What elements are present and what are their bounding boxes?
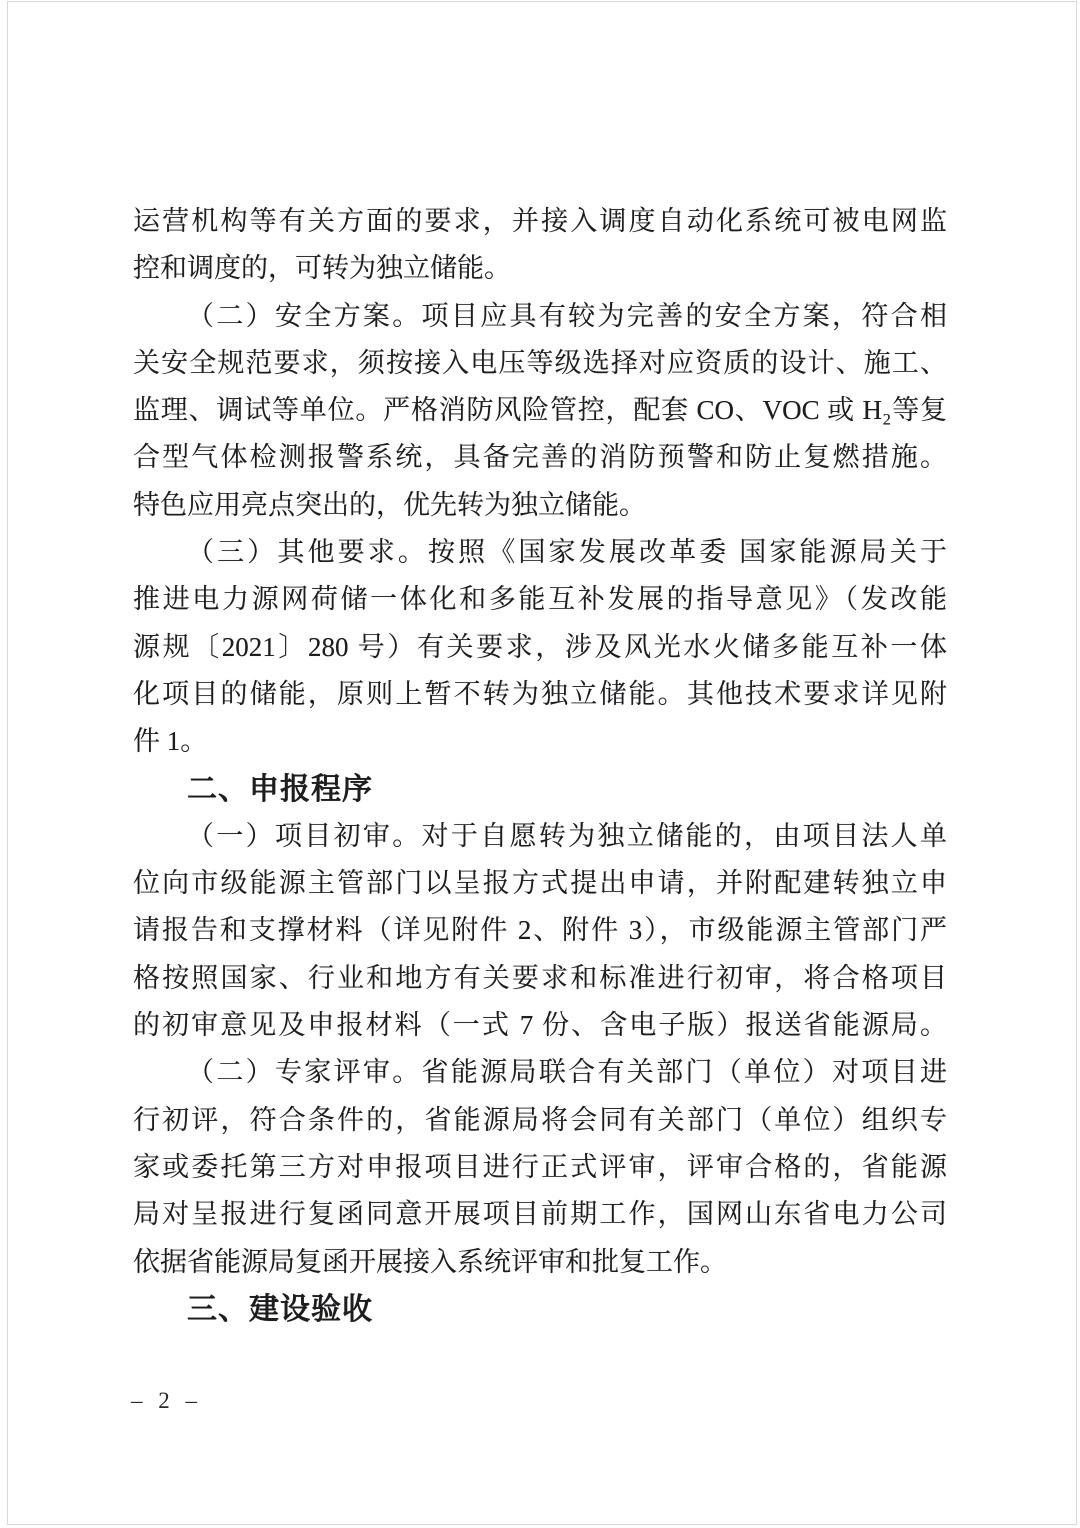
section-heading-construction-acceptance: 三、建设验收 bbox=[187, 1292, 373, 1326]
paragraph-line: 家或委托第三方对申报项目进行正式评审，评审合格的，省能源 bbox=[133, 1151, 947, 1182]
paragraph-line: 监理、调试等单位。严格消防风险管控，配套 CO、VOC 或 H₂等复 bbox=[133, 395, 947, 426]
paragraph-line: 件 1。 bbox=[133, 726, 208, 757]
paragraph-line: 行初评，符合条件的，省能源局将会同有关部门（单位）组织专 bbox=[133, 1104, 947, 1135]
paragraph-line: 合型气体检测报警系统，具备完善的消防预警和防止复燃措施。 bbox=[133, 442, 947, 473]
page-content bbox=[133, 198, 947, 1333]
page-number: – 2 – bbox=[131, 1388, 202, 1413]
paragraph-line: 特色应用亮点突出的，优先转为独立储能。 bbox=[133, 489, 646, 520]
paragraph-line: 运营机构等有关方面的要求，并接入调度自动化系统可被电网监 bbox=[133, 206, 947, 236]
paragraph-line: 位向市级能源主管部门以呈报方式提出申请，并附配建转独立申 bbox=[133, 868, 947, 899]
paragraph-line: 格按照国家、行业和地方有关要求和标准进行初审，将合格项目 bbox=[133, 962, 947, 993]
paragraph-line: 控和调度的，可转为独立储能。 bbox=[133, 253, 511, 284]
paragraph-line: （三）其他要求。按照《国家发展改革委 国家能源局关于 bbox=[187, 537, 947, 568]
paragraph-line: 的初审意见及申报材料（一式 7 份、含电子版）报送省能源局。 bbox=[133, 1010, 947, 1041]
section-heading-application-procedure: 二、申报程序 bbox=[187, 772, 373, 806]
paragraph-line: 依据省能源局复函开展接入系统评审和批复工作。 bbox=[133, 1246, 727, 1277]
paragraph-line: 源规〔2021〕280 号）有关要求，涉及风光水火储多能互补一体 bbox=[133, 631, 947, 662]
paragraph-line: （二）专家评审。省能源局联合有关部门（单位）对项目进 bbox=[187, 1057, 947, 1088]
paragraph-line: 关安全规范要求，须按接入电压等级选择对应资质的设计、施工、 bbox=[133, 347, 947, 378]
paragraph-line: （一）项目初审。对于自愿转为独立储能的，由项目法人单 bbox=[187, 820, 947, 851]
paragraph-line: 推进电力源网荷储一体化和多能互补发展的指导意见》（发改能 bbox=[133, 584, 947, 615]
paragraph-line: （二）安全方案。项目应具有较为完善的安全方案，符合相 bbox=[187, 300, 947, 331]
paragraph-line: 请报告和支撑材料（详见附件 2、附件 3），市级能源主管部门严 bbox=[133, 915, 947, 946]
paragraph-line: 局对呈报进行复函同意开展项目前期工作，国网山东省电力公司 bbox=[133, 1199, 947, 1230]
paragraph-line: 化项目的储能，原则上暂不转为独立储能。其他技术要求详见附 bbox=[133, 678, 947, 709]
